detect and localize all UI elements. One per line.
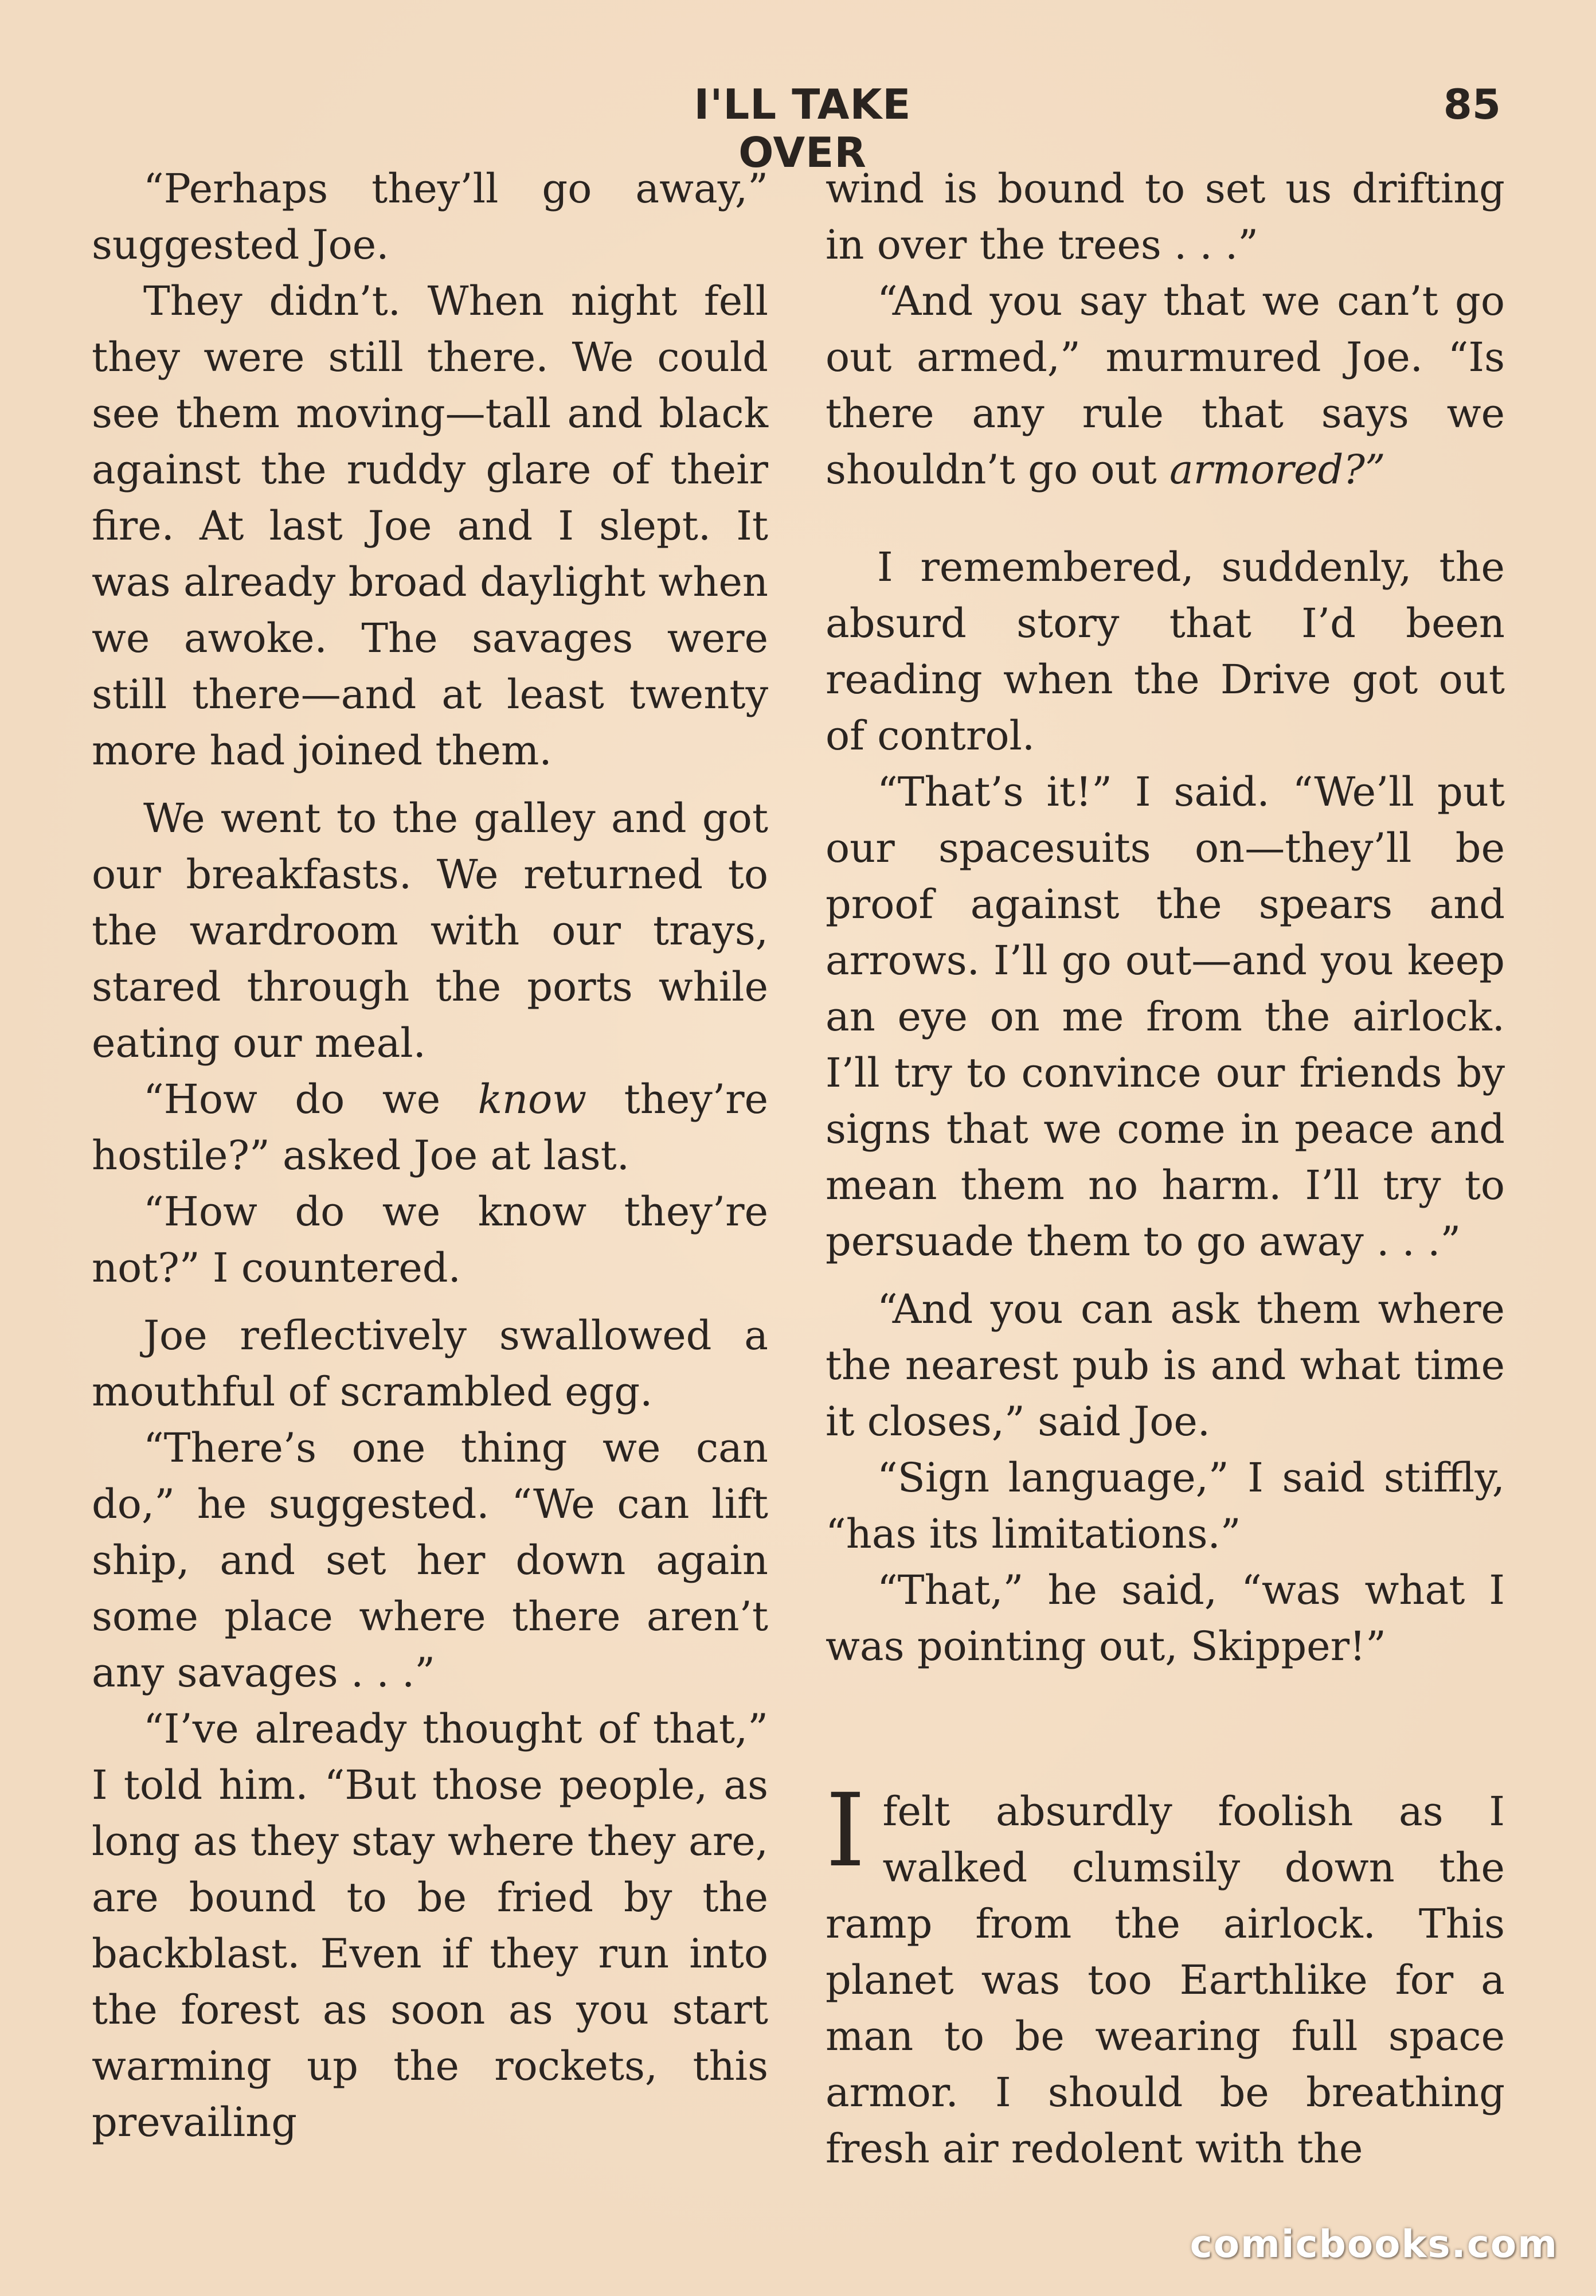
emphasis-text: know <box>478 1076 587 1123</box>
paragraph: “There’s one thing we can do,” he suggested. “We can lift ship, and set her down again some place where there aren’t any savages . . .” <box>92 1424 768 1696</box>
paragraph: They didn’t. When night fell they were still there. We could see them moving—tall and black against the ruddy glare of their fire. At last Joe and I slept. It was already broad daylight when we awoke. The savages were still there—and at least twenty more had joined them. <box>92 278 768 774</box>
paragraph: We went to the galley and got our breakfasts. We returned to the wardroom with our trays, stared through the ports while eating our meal. <box>92 795 768 1067</box>
paragraph: “That,” he said, “was what I was pointing out, Skipper!” <box>826 1567 1505 1670</box>
paragraph <box>826 273 1505 498</box>
paragraph: “I’ve already thought of that,” I told him. “But those people, as long as they stay where they are, are bound to be fried by the backblast. Even if they run into the forest as soon as you start warming up the rockets, this prevailing <box>92 1705 768 2146</box>
paragraph: “How do we know they’re not?” I countered. <box>92 1188 768 1291</box>
emphasis-text: armored?” <box>1169 446 1386 493</box>
paragraph <box>92 1071 768 1184</box>
page-number: 85 <box>1443 80 1501 128</box>
paragraph: Joe reflectively swallowed a mouthful of scrambled egg. <box>92 1312 768 1415</box>
drop-cap: I <box>826 1772 866 1889</box>
paragraph: “That’s it!” I said. “We’ll put our spacesuits on—they’ll be proof against the spears and arrows. I’ll go out—and you keep an eye on me from the airlock. I’ll try to convince our friends by signs that we come in peace and mean them no harm. I’ll try to persuade them to go away . . .” <box>826 768 1505 1265</box>
right-column <box>826 161 1505 2177</box>
watermark: comicbooks.com <box>1190 2222 1558 2266</box>
paragraph-text: “And you say that we can’t go out armed,” murmured Joe. “Is there any rule that says we shouldn’t go out <box>826 278 1505 493</box>
running-head-title: I'LL TAKE OVER <box>694 80 912 177</box>
paragraph-text: they’re hostile?” asked Joe at last. <box>92 1076 768 1179</box>
paragraph: wind is bound to set us drifting in over the trees . . .” <box>826 165 1505 268</box>
paragraph-text: “How do we <box>143 1076 478 1123</box>
paragraph: I remembered, suddenly, the absurd story that I’d been reading when the Drive got out of control. <box>826 544 1505 759</box>
paragraph: “And you can ask them where the nearest pub is and what time it closes,” said Joe. <box>826 1286 1505 1445</box>
paragraph <box>826 1772 1505 2177</box>
paragraph: “Perhaps they’ll go away,” suggested Joe. <box>92 165 768 268</box>
paragraph-text: felt absurdly foolish as I walked clumsily down the ramp from the airlock. This planet was too Earthlike for a man to be wearing full space armor. I should be breathing fresh air redolent with the <box>826 1788 1505 2172</box>
paragraph: “Sign language,” I said stiffly, “has its limitations.” <box>826 1454 1505 1557</box>
left-column <box>92 161 768 2150</box>
